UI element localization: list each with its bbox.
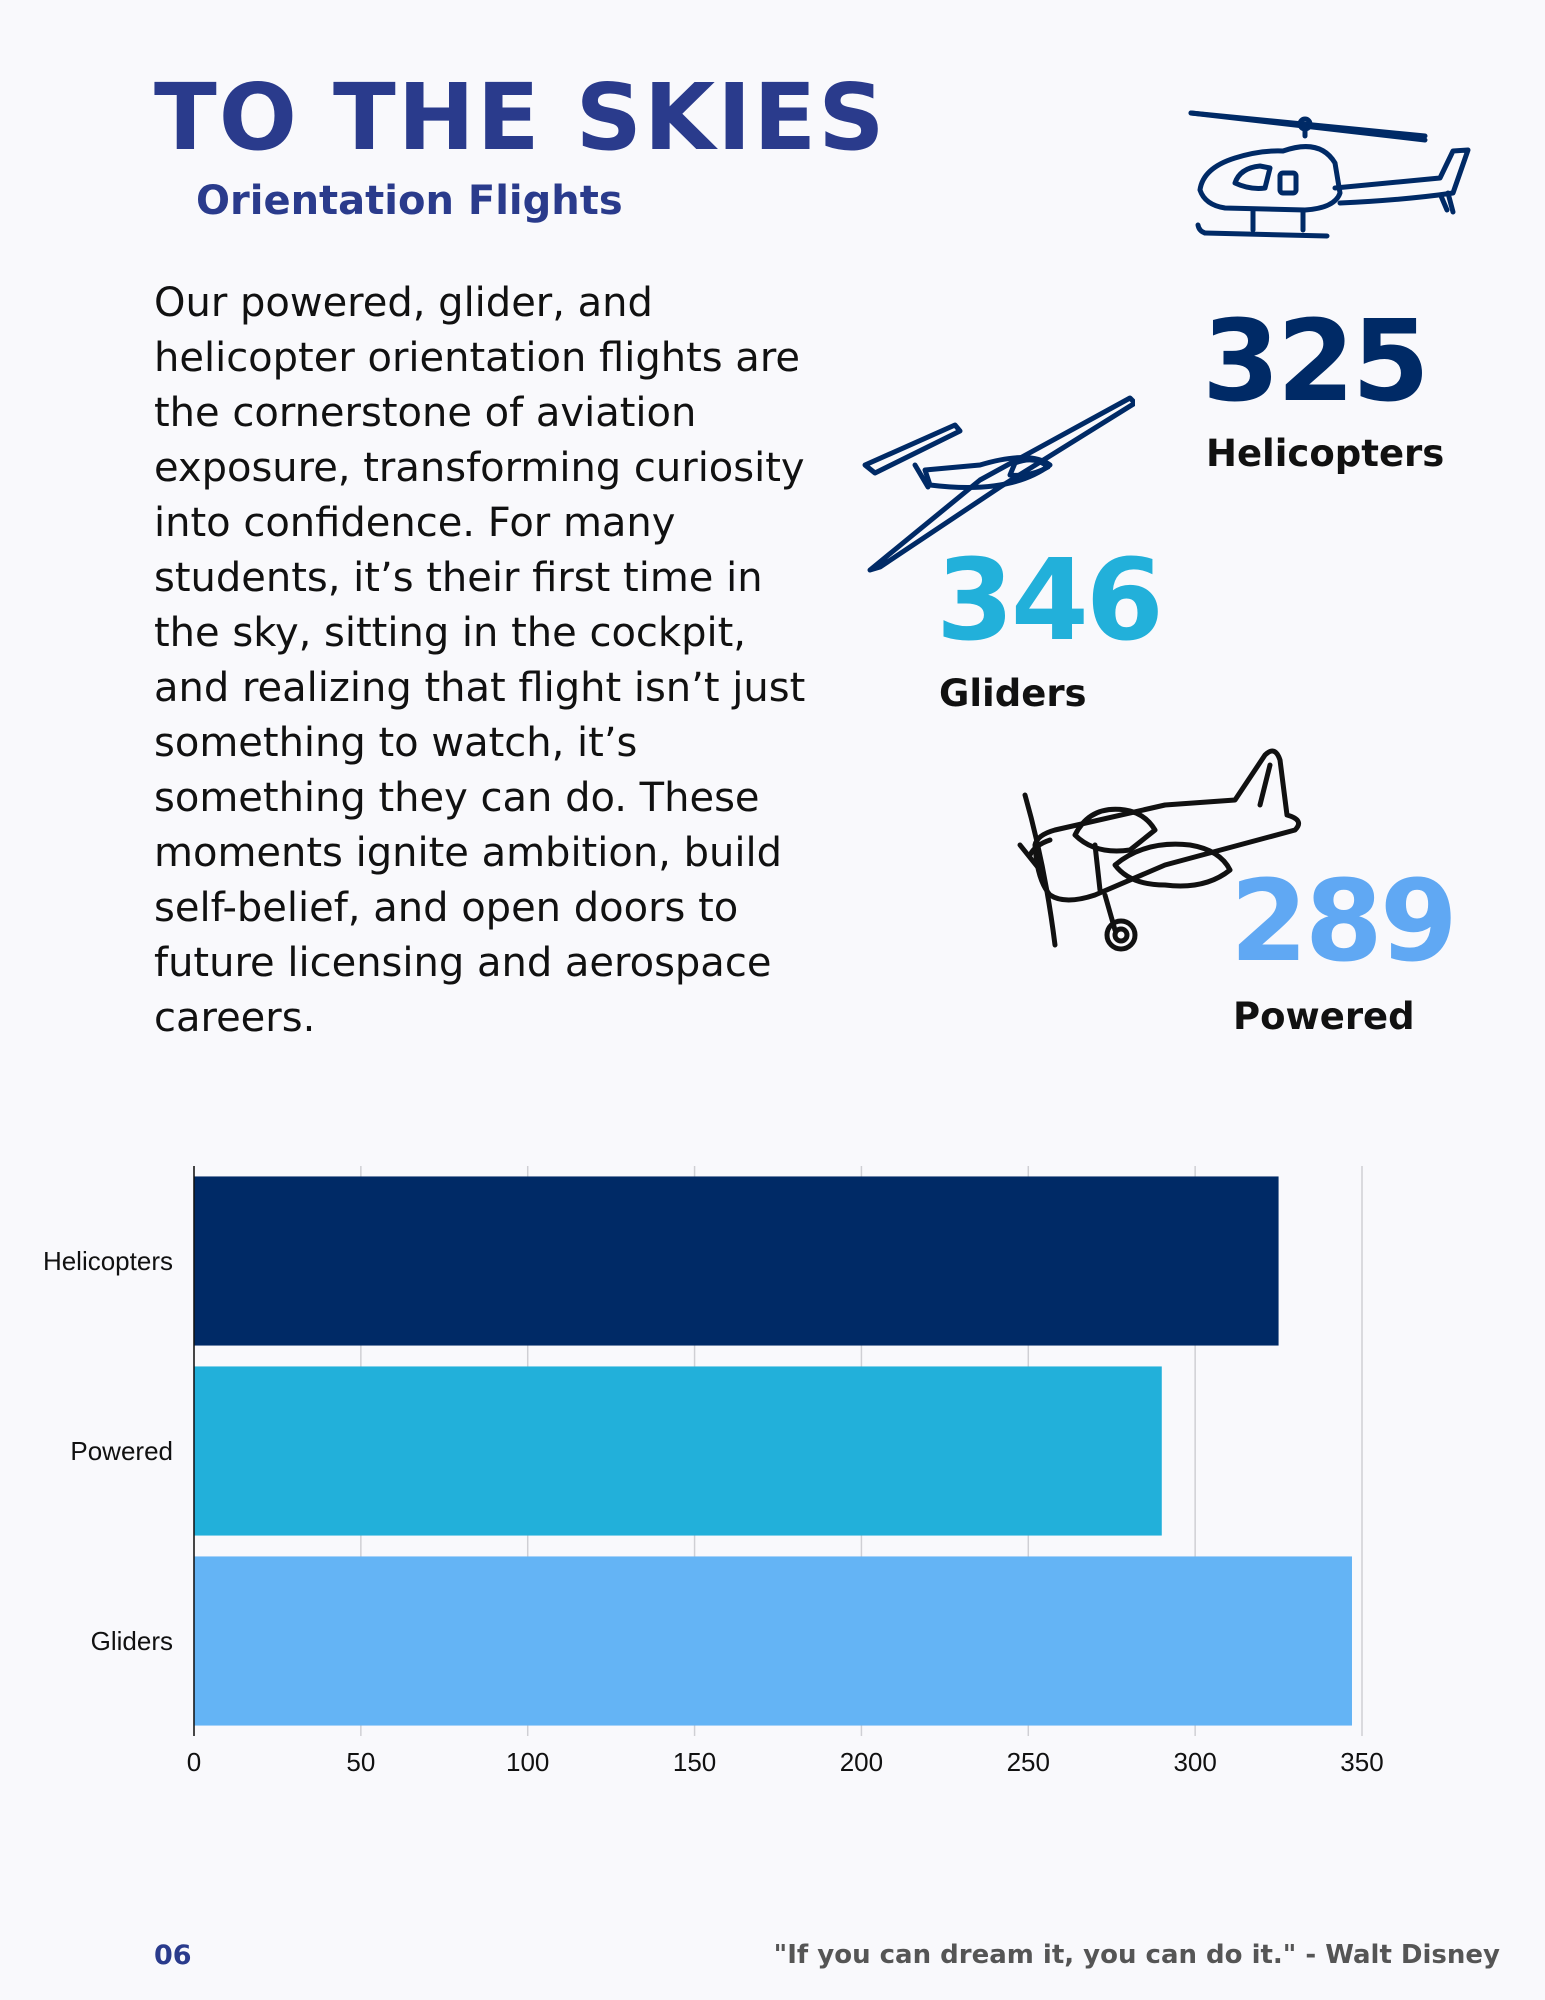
category-label: Gliders	[90, 1626, 173, 1656]
x-tick-label: 100	[506, 1747, 550, 1777]
bar-powered	[194, 1366, 1162, 1535]
helicopter-icon	[1185, 108, 1485, 268]
page-number: 06	[154, 1940, 192, 1971]
stat-gliders-label: Gliders	[939, 672, 1087, 715]
stat-helicopters-label: Helicopters	[1206, 432, 1445, 475]
footer-quote: "If you can dream it, you can do it." - Walt Disney	[773, 1940, 1500, 1970]
x-tick-label: 250	[1006, 1747, 1050, 1777]
category-label: Powered	[70, 1436, 173, 1466]
bar-helicopters	[194, 1176, 1279, 1345]
stat-helicopters-value: 325	[1202, 297, 1427, 427]
x-tick-label: 0	[186, 1747, 202, 1777]
x-tick-label: 150	[672, 1747, 717, 1777]
x-tick-label: 350	[1340, 1747, 1384, 1777]
stat-powered-label: Powered	[1233, 995, 1415, 1038]
category-label: Helicopters	[42, 1246, 173, 1276]
x-tick-label: 200	[839, 1747, 884, 1777]
body-paragraph: Our powered, glider, and helicopter orientation flights are the cornerstone of aviation exposure, transforming curiosity into confidence. For many students, it’s their first time in the sky, sitting in the cockpit, and realizing that flight isn’t just something to watch, it’s something they can do. These moments ignite ambition, build self-belief, and open doors to future licensing and aerospace careers.	[154, 280, 806, 1041]
x-tick-label: 300	[1173, 1747, 1217, 1777]
bar-chart	[0, 1150, 1545, 1800]
x-tick-label: 50	[346, 1747, 376, 1777]
stat-gliders-value: 346	[936, 536, 1161, 666]
page-title: TO THE SKIES	[154, 64, 887, 171]
page-subtitle: Orientation Flights	[196, 178, 623, 224]
stat-powered-value: 289	[1230, 857, 1455, 987]
bar-gliders	[194, 1556, 1352, 1725]
